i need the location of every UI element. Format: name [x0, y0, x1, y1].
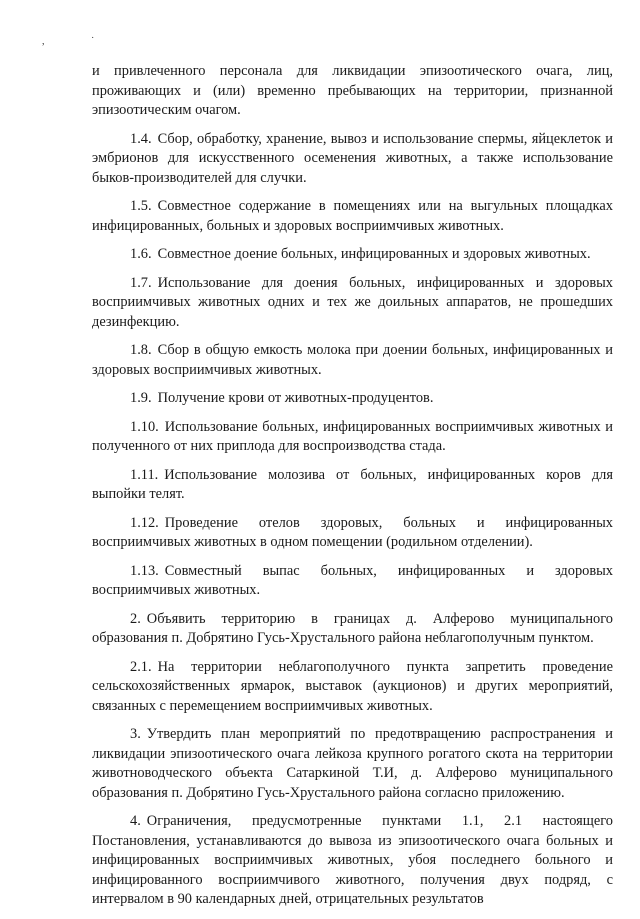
paragraph-number: 2.1. [130, 658, 152, 675]
paragraph-number: 1.5. [130, 198, 152, 214]
paragraph-number: 1.11. [130, 466, 159, 483]
paragraph-1-4 [92, 130, 613, 189]
paragraph-number: 2. [130, 610, 141, 627]
paragraph-1-7 [92, 274, 613, 333]
paragraph-text: Объявить территорию в границах д. Алферово муниципального образования п. Добрятино Гусь-Хрустального района неблагополучным пунктом. [92, 610, 613, 646]
paragraph-number: 1.6. [130, 246, 152, 262]
paragraph-number: 1.12. [130, 514, 159, 531]
paragraph-number: 1.9. [130, 390, 152, 406]
paragraph-1-13 [92, 562, 613, 601]
paragraph-number: 1.10. [130, 418, 159, 435]
paragraph-number: 3. [130, 726, 141, 742]
paragraph-text: Совместный выпас больных, инфицированных и здоровых восприимчивых животных. [92, 562, 613, 598]
paragraph-1-9 [92, 389, 613, 409]
paragraph-text: Совместное доение больных, инфицированных и здоровых животных. [157, 246, 591, 262]
paragraph-text: На территории неблагополучного пункта запретить проведение сельскохозяйственных ярмарок, выставок (аукционов) и других мероприятий, связанных с перемещением восприимчивых животных. [92, 658, 613, 714]
paragraph-text: Использование для доения больных, инфицированных и здоровых восприимчивых животных одних и тех же доильных аппаратов, не прошедших дезинфекцию. [92, 274, 613, 330]
paragraph-4 [92, 812, 613, 910]
paragraph-number: 1.13. [130, 562, 159, 579]
paragraph-number: 1.4. [130, 130, 152, 147]
paragraph-text: Сбор, обработку, хранение, вывоз и использование спермы, яйцеклеток и эмбрионов для искусственного осеменения животных, а также использование быков-производителей для случки. [92, 130, 613, 186]
paragraph-text: Использование больных, инфицированных восприимчивых животных и полученного от них приплода для воспроизводства стада. [92, 418, 613, 454]
paragraph-text: Проведение отелов здоровых, больных и инфицированных восприимчивых животных в одном помещении (родильном отделении). [92, 514, 613, 550]
paragraph-number: 1.8. [130, 342, 152, 358]
paragraph-text: и привлеченного персонала для ликвидации эпизоотического очага, лиц, проживающих и (или) временно пребывающих на территории, признанной эпизоотическим очагом. [92, 63, 613, 118]
paragraph-1-12 [92, 514, 613, 553]
paragraph-text: Утвердить план мероприятий по предотвращению распространения и ликвидации эпизоотического очага лейкоза крупного рогатого скота на территории животноводческого объекта Сатаркиной Т.И, д. Алферово муниципального образования п. Добрятино Гусь-Хрустального района согласно приложению. [92, 726, 613, 801]
paragraph-text: Совместное содержание в помещениях или на выгульных площадках инфицированных, больных и здоровых восприимчивых животных. [92, 198, 613, 234]
document-body [92, 62, 613, 919]
paragraph-1-10 [92, 418, 613, 457]
paragraph-text: Получение крови от животных-продуцентов. [157, 390, 434, 406]
paragraph-text: Ограничения, предусмотренные пунктами 1.1, 2.1 настоящего Постановления, устанавливаются до вывоза из эпизоотического очага больных и инфицированных восприимчивых животных, убоя последнего больного и инфицированного восприимчивого животного, получения двух подряд, с интервалом в 90 календарных дней, отрицательных результатов [92, 813, 613, 907]
paragraph-number: 4. [130, 813, 141, 829]
paragraph-1-11 [92, 466, 613, 505]
header-marks: , ˙ [42, 36, 117, 47]
paragraph-continuation [92, 62, 613, 121]
paragraph-2 [92, 610, 613, 649]
paragraph-number: 1.7. [130, 274, 152, 291]
paragraph-2-1 [92, 658, 613, 717]
paragraph-text: Использование молозива от больных, инфицированных коров для выпойки телят. [92, 466, 613, 502]
paragraph-text: Сбор в общую емкость молока при доении больных, инфицированных и здоровых восприимчивых животных. [92, 342, 613, 378]
paragraph-1-8 [92, 341, 613, 380]
paragraph-1-5 [92, 197, 613, 236]
paragraph-3 [92, 725, 613, 803]
paragraph-1-6 [92, 245, 613, 265]
